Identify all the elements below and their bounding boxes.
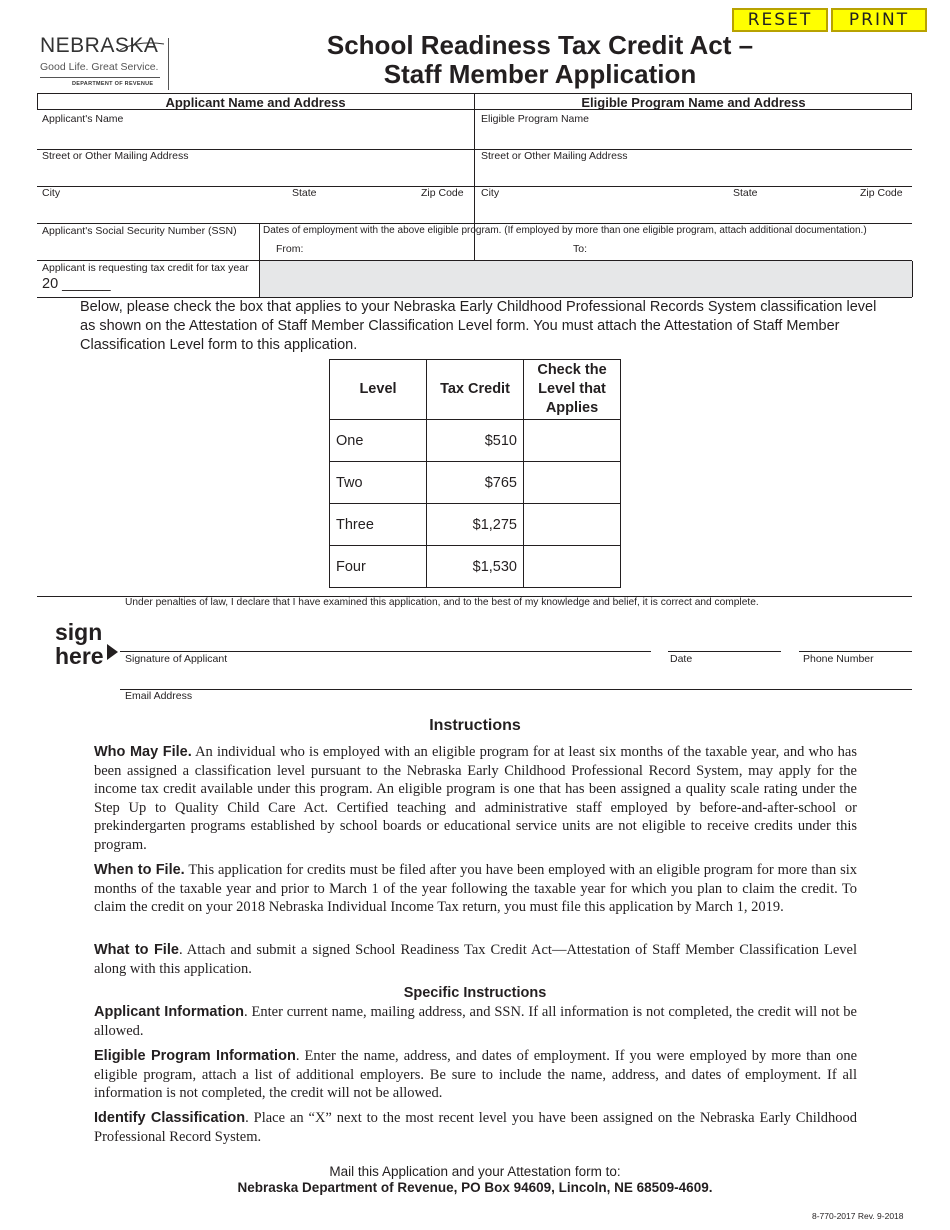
applicant-city-state-zip-input[interactable] xyxy=(40,200,470,222)
when-head: When to File. xyxy=(94,862,185,878)
ident-text: . Place an “X” next to the most recent level you have been assigned on the Nebraska Early Childhood Professional Record System. xyxy=(94,1110,857,1145)
applicant-information xyxy=(94,1003,857,1040)
applicant-state-label: State xyxy=(292,187,317,199)
identify-classification xyxy=(94,1109,857,1146)
program-section-header: Eligible Program Name and Address xyxy=(581,95,806,110)
signature-label: Signature of Applicant xyxy=(125,653,228,665)
level-cell: Four xyxy=(330,546,427,588)
signature-line xyxy=(120,651,651,652)
level-cell: One xyxy=(330,420,427,462)
from-date-input[interactable] xyxy=(306,240,566,258)
credit-cell: $1,530 xyxy=(427,546,524,588)
print-button[interactable]: PRINT xyxy=(831,8,927,32)
logo-vertical-divider xyxy=(168,38,169,90)
to-label: To: xyxy=(573,243,588,255)
employment-dates-label: Dates of employment with the above eligible program. (If employed by more than one eligible program, attach additional documentation.) xyxy=(263,225,867,236)
mail-address: Nebraska Department of Revenue, PO Box 94609, Lincoln, NE 68509-4609. xyxy=(237,1180,713,1195)
instructions-title: Instructions xyxy=(429,717,521,734)
program-city-state-zip-input[interactable] xyxy=(478,200,908,222)
what-text: . Attach and submit a signed School Readiness Tax Credit Act—Attestation of Staff Member Classification Level along with this application. xyxy=(94,942,857,977)
appinfo-text: . Enter current name, mailing address, and SSN. If all information is not completed, the credit will not be allowed. xyxy=(94,1004,857,1039)
mail-instruction: Mail this Application and your Attestation form to: xyxy=(329,1164,621,1179)
email-line xyxy=(120,689,912,690)
appinfo-head: Applicant Information xyxy=(94,1004,245,1020)
date-input[interactable] xyxy=(668,626,781,650)
row-divider xyxy=(37,223,912,224)
ssn-label: Applicant's Social Security Number (SSN) xyxy=(42,225,237,237)
program-name-label: Eligible Program Name xyxy=(481,113,589,125)
tax-year-label: Applicant is requesting tax credit for tax year xyxy=(42,262,249,274)
level-cell: Two xyxy=(330,462,427,504)
table-row xyxy=(330,504,621,546)
specific-instructions-title: Specific Instructions xyxy=(403,985,547,1001)
page-title xyxy=(240,31,840,89)
ssn-input[interactable] xyxy=(40,238,255,258)
level-two-checkbox[interactable] xyxy=(524,462,621,504)
level-header: Level xyxy=(330,360,427,420)
row-divider xyxy=(37,186,912,187)
title-line-1: School Readiness Tax Credit Act – xyxy=(326,30,754,60)
program-zip-label: Zip Code xyxy=(860,187,903,199)
shaded-area xyxy=(260,261,912,297)
who-head: Who May File. xyxy=(94,744,192,760)
sign-word: sign xyxy=(55,619,103,645)
level-one-checkbox[interactable] xyxy=(524,420,621,462)
to-date-input[interactable] xyxy=(590,240,850,258)
title-line-2: Staff Member Application xyxy=(383,59,697,89)
applicant-zip-label: Zip Code xyxy=(421,187,464,199)
ident-head: Identify Classification xyxy=(94,1110,246,1126)
tax-year-input[interactable]: 20 ______ xyxy=(42,276,111,292)
table-row xyxy=(330,420,621,462)
phone-input[interactable] xyxy=(799,626,912,650)
sign-here-label xyxy=(55,620,104,668)
table-row xyxy=(330,546,621,588)
when-to-file xyxy=(94,861,857,917)
applicant-street-input[interactable] xyxy=(40,163,470,185)
logo-swoosh-icon xyxy=(118,38,166,52)
logo-nebraska: NEBRASKA xyxy=(40,34,159,57)
applicant-street-label: Street or Other Mailing Address xyxy=(42,150,189,162)
declaration-text: Under penalties of law, I declare that I have examined this application, and to the best of my knowledge and belief, it is correct and complete. xyxy=(125,597,759,608)
level-table-header xyxy=(330,360,621,420)
applicant-city-label: City xyxy=(42,187,61,199)
form-number: 8-770-2017 Rev. 9-2018 xyxy=(812,1211,904,1221)
sign-arrow-icon xyxy=(107,644,119,660)
applicant-name-input[interactable] xyxy=(40,126,470,148)
program-city-label: City xyxy=(481,187,500,199)
here-word: here xyxy=(55,643,104,669)
tax-credit-header: Tax Credit xyxy=(427,360,524,420)
credit-cell: $765 xyxy=(427,462,524,504)
credit-cell: $510 xyxy=(427,420,524,462)
what-to-file xyxy=(94,941,857,978)
elig-head: Eligible Program Information xyxy=(94,1048,296,1064)
who-may-file xyxy=(94,743,857,855)
level-table xyxy=(329,359,621,588)
logo-dept: DEPARTMENT OF REVENUE xyxy=(72,81,154,87)
level-cell: Three xyxy=(330,504,427,546)
classification-instructions: Below, please check the box that applies to your Nebraska Early Childhood Professional Records System classification level as shown on the Attestation of Staff Member Classification Level form. You must attach the Attestation of Staff Member Classification Level form to this application. xyxy=(80,299,877,353)
level-four-checkbox[interactable] xyxy=(524,546,621,588)
what-head: What to File xyxy=(94,942,179,958)
applicant-section-header: Applicant Name and Address xyxy=(165,95,346,110)
phone-label: Phone Number xyxy=(803,653,874,665)
eligible-program-information xyxy=(94,1047,857,1103)
logo-tagline: Good Life. Great Service. xyxy=(40,61,159,73)
phone-line xyxy=(799,651,912,652)
who-text: An individual who is employed with an eligible program for at least six months of the taxable year, and who has been assigned a classification level pursuant to the Nebraska Early Childhood Professional Record System, may apply for the income tax credit available under this program. An eligible program is one that has been assigned a quality scale rating under the Step Up to Quality Child Care Act. Certified teaching and administrative staff employed by before-and-after-school or prekindergarten programs established by school boards or educational service units are not eligible to receive credits under this program. xyxy=(94,744,857,853)
program-street-label: Street or Other Mailing Address xyxy=(481,150,628,162)
box-right-edge xyxy=(912,261,913,297)
program-name-input[interactable] xyxy=(478,126,908,148)
check-level-header: Check the Level that Applies xyxy=(524,360,621,420)
elig-text: . Enter the name, address, and dates of employment. If you were employed by more than one eligible program, attach a list of additional employers. Be sure to include the name, address, and dates of employment. If all information is not completed, the credit will not be allowed. xyxy=(94,1048,858,1102)
from-label: From: xyxy=(276,243,304,255)
level-three-checkbox[interactable] xyxy=(524,504,621,546)
signature-input[interactable] xyxy=(120,626,650,650)
program-street-input[interactable] xyxy=(478,163,908,185)
logo-divider xyxy=(40,77,160,78)
reset-button[interactable]: RESET xyxy=(732,8,828,32)
when-text: This application for credits must be filed after you have been employed with an eligible program for more than six months of the taxable year and prior to March 1 of the year following the taxable year for which you plan to claim the credit. To claim the credit on your 2018 Nebraska Individual Income Tax return, you must file this application by March 1, 2019. xyxy=(94,862,858,916)
email-input[interactable] xyxy=(120,664,910,688)
applicant-name-label: Applicant's Name xyxy=(42,113,124,125)
date-line xyxy=(668,651,781,652)
email-label: Email Address xyxy=(125,690,193,702)
table-row xyxy=(330,462,621,504)
credit-cell: $1,275 xyxy=(427,504,524,546)
date-label: Date xyxy=(670,653,693,665)
program-state-label: State xyxy=(733,187,758,199)
